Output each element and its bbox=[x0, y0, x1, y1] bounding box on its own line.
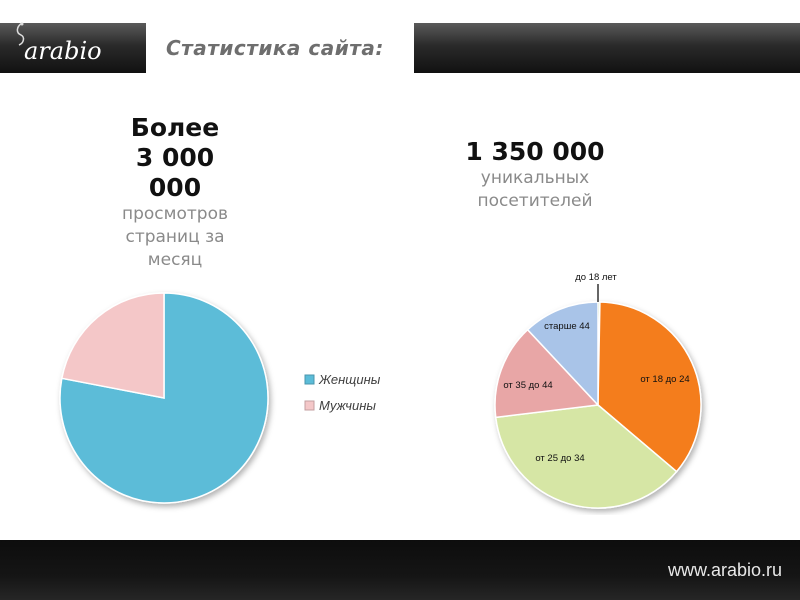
age-pie-label-0: до 18 лет bbox=[575, 272, 617, 283]
age-pie-label-2: от 25 до 34 bbox=[535, 453, 585, 464]
age-pie-chart bbox=[470, 265, 730, 515]
pageviews-caption-line: страниц за bbox=[125, 226, 225, 247]
footer-bar bbox=[0, 540, 800, 600]
age-pie-label-4: старше 44 bbox=[544, 321, 590, 332]
visitors-big-value: 1 350 000 bbox=[465, 137, 605, 166]
visitors-stat bbox=[440, 137, 630, 213]
age-pie-label-1: от 18 до 24 bbox=[640, 374, 690, 385]
header-logo-bar bbox=[0, 23, 146, 73]
header-bar-right bbox=[414, 23, 800, 73]
logo[interactable] bbox=[24, 37, 102, 65]
pageviews-caption-line: просмотров bbox=[122, 204, 228, 224]
pageviews-big-line: Более bbox=[130, 113, 220, 142]
age-pie-label-3: от 35 до 44 bbox=[503, 380, 553, 391]
visitors-caption-line: посетителей bbox=[477, 190, 593, 211]
pageviews-caption-line: месяц bbox=[147, 249, 203, 270]
legend-label-0: Женщины bbox=[319, 372, 381, 387]
page-title: Статистика сайта: bbox=[166, 36, 384, 60]
legend-label-1: Мужчины bbox=[319, 398, 376, 413]
pageviews-stat bbox=[110, 113, 240, 272]
legend-swatch-0 bbox=[305, 375, 314, 384]
pageviews-big-line: 000 bbox=[148, 173, 202, 202]
footer-url-link[interactable]: www.arabio.ru bbox=[667, 560, 782, 580]
gender-pie-chart bbox=[40, 280, 420, 520]
legend-swatch-1 bbox=[305, 401, 314, 410]
visitors-caption-line: уникальных bbox=[480, 168, 590, 188]
logo-text: arabio bbox=[24, 37, 102, 65]
pageviews-big-line: 3 000 bbox=[135, 143, 215, 172]
